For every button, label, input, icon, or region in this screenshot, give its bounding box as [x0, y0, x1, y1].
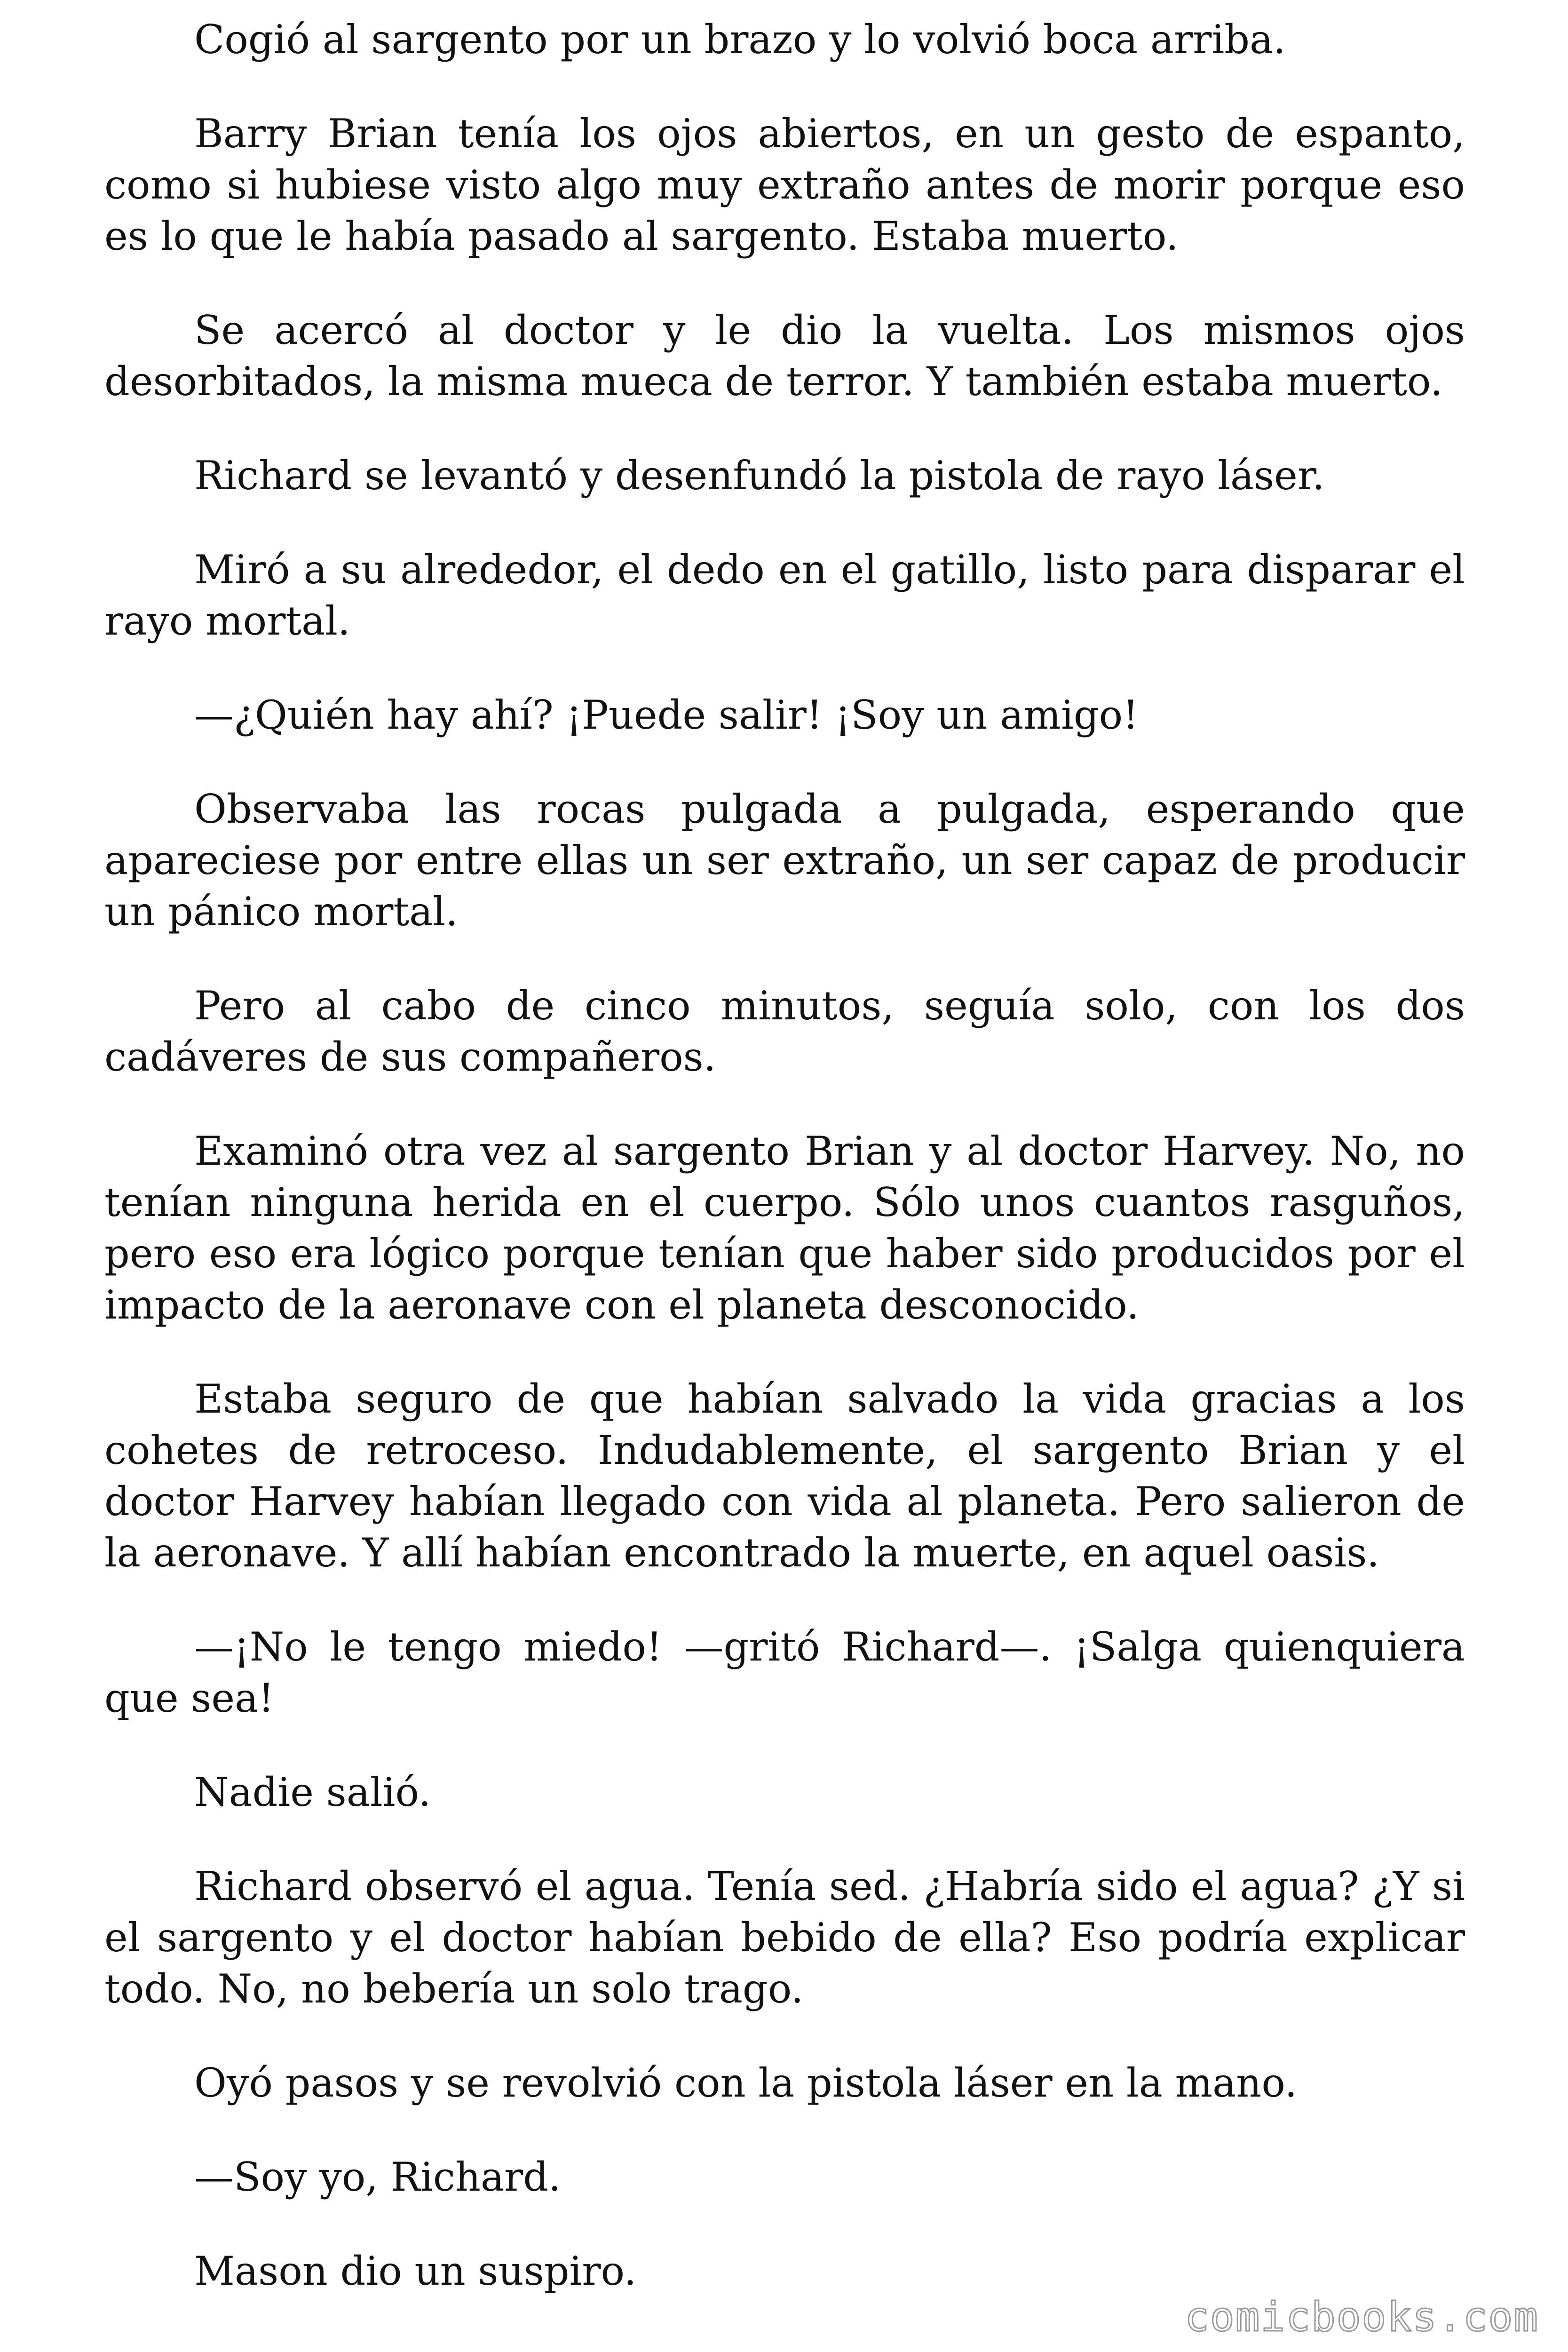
- paragraph: —¡No le tengo miedo! —gritó Richard—. ¡Salga quienquiera que sea!: [104, 1624, 1465, 1721]
- page-text-body: [104, 14, 1465, 2340]
- paragraph: Mason dio un suspiro.: [194, 2248, 637, 2294]
- paragraph: Se acercó al doctor y le dio la vuelta. Los mismos ojos desorbitados, la misma mueca de terror. Y también estaba muerto.: [104, 307, 1465, 405]
- paragraph: Nadie salió.: [194, 1769, 431, 1815]
- paragraph: Examinó otra vez al sargento Brian y al doctor Harvey. No, no tenían ninguna herida en el cuerpo. Sólo unos cuantos rasguños, pero eso era lógico porque tenían que haber sido producidos por el impacto de la aeronave con el planeta desconocido.: [104, 1128, 1465, 1328]
- paragraph: Oyó pasos y se revolvió con la pistola láser en la mano.: [194, 2060, 1298, 2106]
- watermark-logo: comicbooks.com: [1185, 2294, 1539, 2341]
- paragraph: Barry Brian tenía los ojos abiertos, en un gesto de espanto, como si hubiese visto algo muy extraño antes de morir porque eso es lo que le había pasado al sargento. Estaba muerto.: [104, 111, 1465, 259]
- paragraph: Cogió al sargento por un brazo y lo volvió boca arriba.: [194, 16, 1286, 63]
- paragraph: Miró a su alrededor, el dedo en el gatillo, listo para disparar el rayo mortal.: [104, 547, 1465, 644]
- paragraph: Richard se levantó y desenfundó la pistola de rayo láser.: [194, 453, 1325, 499]
- paragraph: Observaba las rocas pulgada a pulgada, esperando que apareciese por entre ellas un ser extraño, un ser capaz de producir un pánico mortal.: [104, 786, 1465, 935]
- paragraph: Estaba seguro de que habían salvado la vida gracias a los cohetes de retroceso. Indudablemente, el sargento Brian y el doctor Harvey habían llegado con vida al planeta. Pero salieron de la aeronave. Y allí habían encontrado la muerte, en aquel oasis.: [104, 1376, 1465, 1576]
- paragraph: Pero al cabo de cinco minutos, seguía solo, con los dos cadáveres de sus compañeros.: [104, 983, 1465, 1080]
- paragraph: —Soy yo, Richard.: [194, 2154, 561, 2200]
- paragraph: Richard observó el agua. Tenía sed. ¿Habría sido el agua? ¿Y si el sargento y el doctor habían bebido de ella? Eso podría explicar todo. No, no bebería un solo trago.: [104, 1863, 1465, 2012]
- paragraph: —¿Quién hay ahí? ¡Puede salir! ¡Soy un amigo!: [194, 692, 1139, 738]
